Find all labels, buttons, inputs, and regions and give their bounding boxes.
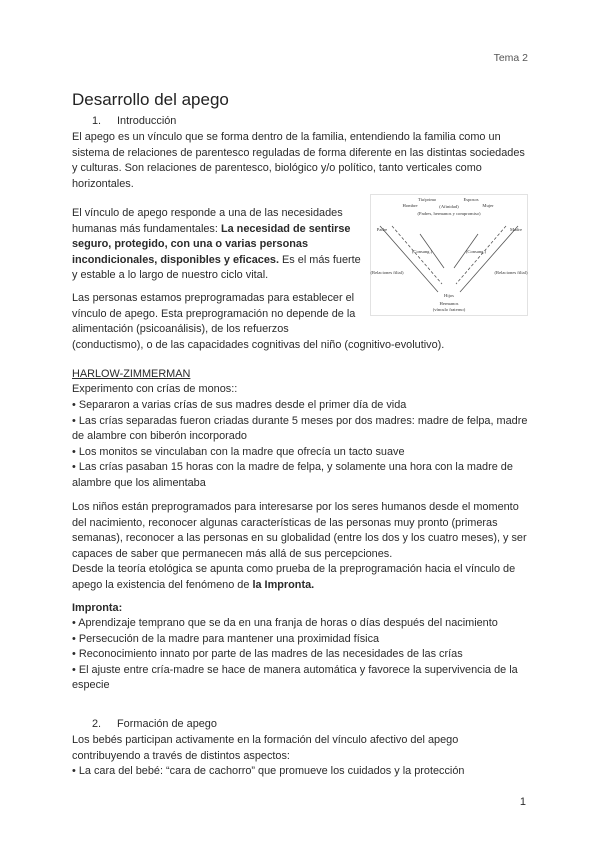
list-item: • Reconocimiento innato por parte de las madres de las necesidades de las crías	[72, 648, 463, 661]
diagram-label-top-left: Tía/primo	[417, 197, 437, 202]
etologica-line	[72, 562, 528, 593]
list-item: • El ajuste entre cría-madre se hace de manera automática y favorece la supervivencia de la especie	[72, 663, 518, 692]
etologica-text: Desde la teoría etológica se apunta como prueba de la preprogramación hacia el vínculo de apego la existencia del fenómeno de	[72, 563, 516, 591]
kinship-diagram	[370, 194, 528, 316]
list-item: • Las crías separadas fueron criadas durante 5 meses por dos madres: madre de felpa, madre de alambre con biberón incorporado	[72, 414, 528, 443]
list-item: • Las crías pasaban 15 horas con la madre de felpa, y solamente una hora con la madre de alambre que los alimentaba	[72, 461, 513, 489]
diagram-label-mid-right: Mujer	[482, 203, 494, 208]
diagram-label-inner-left: (Consang.)	[411, 249, 433, 254]
diagram-label-inner-right: (Consang.)	[465, 249, 487, 254]
vinculo-bold: La necesidad de sentirse seguro, protegido, con una o varias personas incondicionales, disponibles y eficaces.	[72, 222, 351, 266]
diagram-label-outer-right: (Relaciones filial)	[494, 270, 528, 275]
diagram-label-top-right: Esposos	[463, 197, 479, 202]
vinculo-text-2: Es el más fuerte y estable a lo largo de nuestro ciclo vital.	[72, 253, 361, 282]
diagram-label-bottom-sub2: (vínculo fraterno)	[432, 307, 466, 312]
harlow-heading: HARLOW-ZIMMERMAN	[72, 368, 191, 380]
impronta-bold: la Impronta.	[252, 578, 315, 591]
diagram-label-bottom-sub1: Hermanos	[439, 301, 459, 306]
section2-number: 2.	[92, 718, 102, 730]
ninos-text: Los niños están preprogramados para interesarse por los seres humanos desde el momento del nacimiento, reconocer algunas características de las personas muy pronto (primeras semanas), reconocer a las personas en su globalidad (entre los dos y los cuatro meses), y ser capaces de saber que permanecen más allá de sus percepciones.	[72, 501, 527, 560]
page-title: Desarrollo del apego	[72, 90, 229, 109]
list-item: • Persecución de la madre para mantener una proximidad física	[72, 632, 380, 645]
preprogramacion-paragraph: Las personas estamos preprogramadas para establecer el vínculo de apego. Esta preprogramación no depende de la alimentación (psicoanálisis), de los refuerzos	[72, 292, 356, 336]
vinculo-paragraph	[72, 206, 364, 284]
header-topic: Tema 2	[493, 52, 528, 64]
preprogramacion-paragraph-end: (conductismo), o de las capacidades cognitivas del niño (cognitivo-evolutivo).	[72, 339, 445, 351]
section2-heading	[72, 717, 528, 733]
section2-list-item: • La cara del bebé: “cara de cachorro” que promueve los cuidados y la protección	[72, 765, 465, 777]
section2-paragraph: Los bebés participan activamente en la formación del vínculo afectivo del apego contribuyendo a través de distintos aspectos:	[72, 734, 459, 762]
page-number: 1	[519, 796, 526, 808]
diagram-label-left-arm: Padre	[376, 227, 388, 232]
list-item: • Aprendizaje temprano que se da en una franja de horas o días después del nacimiento	[72, 617, 498, 629]
diagram-label-center-top: (Afinidad)	[439, 204, 459, 209]
list-item: • Separaron a varias crías de sus madres desde el primer día de vida	[72, 399, 407, 411]
harlow-subheading: Experimento con crías de monos::	[72, 383, 238, 395]
impronta-heading: Impronta:	[72, 602, 123, 614]
intro-paragraph: El apego es un vínculo que se forma dentro de la familia, entendiendo la familia como un sistema de relaciones de parentesco reguladas de forma diferente en las distintas sociedades y culturas. Son relaciones de parentesco, biológico y/o político, tanto verticales como horizontales.	[72, 131, 525, 190]
diagram-label-bottom: Hijos	[444, 293, 454, 298]
section1-heading	[72, 114, 528, 130]
impronta-list	[72, 616, 528, 694]
vinculo-text-1: El vínculo de apego responde a una de las necesidades humanas más fundamentales:	[72, 207, 343, 235]
ninos-paragraph	[72, 500, 528, 594]
diagram-label-outer-left: (Relaciones filial)	[370, 270, 404, 275]
diagram-label-center-sub: (Padres, hermanos y compromiso)	[417, 211, 481, 216]
harlow-list	[72, 398, 528, 492]
diagram-label-right-arm: Madre	[510, 227, 522, 232]
section1-heading-text: Introducción	[117, 115, 177, 127]
section2-heading-text: Formación de apego	[117, 718, 217, 730]
list-item: • Los monitos se vinculaban con la madre que ofrecía un tacto suave	[72, 445, 405, 458]
section1-number: 1.	[92, 115, 102, 127]
diagram-label-mid-left: Hombre	[402, 203, 418, 208]
